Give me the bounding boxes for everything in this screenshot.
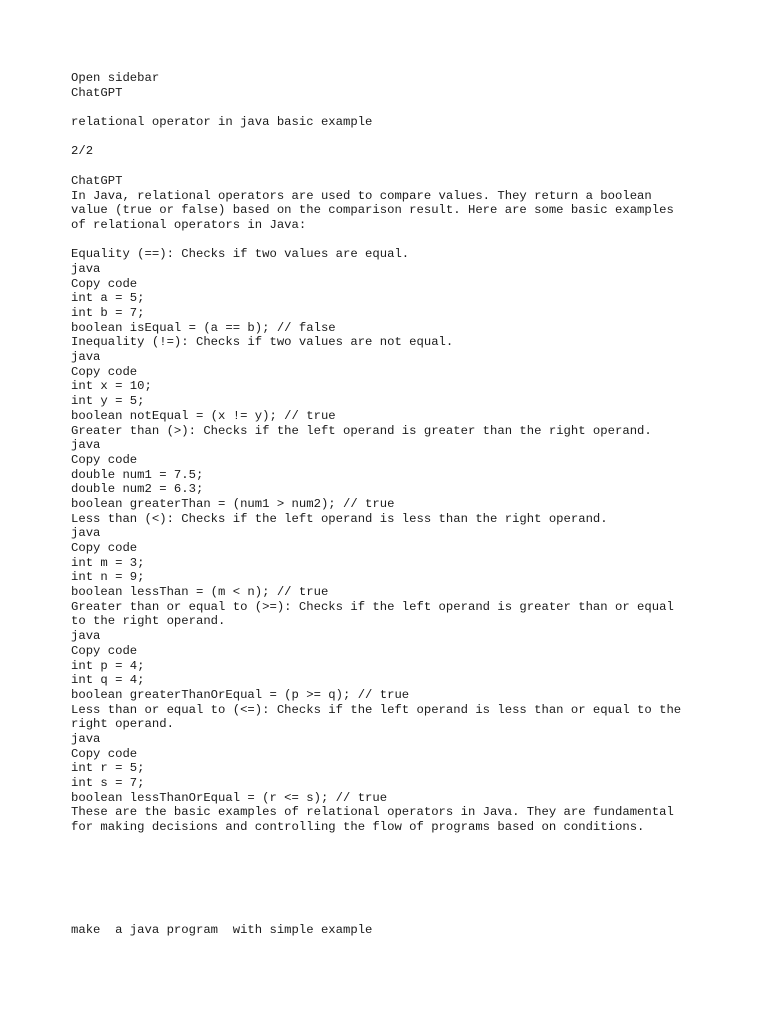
code-line: boolean isEqual = (a == b); // false — [71, 320, 336, 335]
operator-section-inequality — [71, 335, 731, 423]
copy-code-button[interactable]: Copy code — [71, 276, 138, 291]
chat-transcript — [71, 71, 731, 937]
code-language-label: java — [71, 731, 101, 746]
code-line: int a = 5; — [71, 291, 145, 306]
code-language-label: java — [71, 350, 101, 365]
operator-section-less-than-or-equal — [71, 703, 731, 806]
code-line: int q = 4; — [71, 673, 145, 688]
assistant-conclusion — [71, 805, 731, 834]
conclusion-line: for making decisions and controlling the flow of programs based on conditions. — [71, 820, 645, 835]
code-line: boolean notEqual = (x != y); // true — [71, 408, 336, 423]
code-line: boolean lessThan = (m < n); // true — [71, 585, 329, 600]
copy-code-button[interactable]: Copy code — [71, 746, 138, 761]
code-line: double num1 = 7.5; — [71, 467, 204, 482]
section-description: right operand. — [71, 717, 174, 732]
code-line: int x = 10; — [71, 379, 152, 394]
intro-line: of relational operators in Java: — [71, 217, 307, 232]
intro-line: In Java, relational operators are used to compare values. They return a boolean — [71, 188, 652, 203]
section-description: Greater than (>): Checks if the left operand is greater than the right operand. — [71, 423, 652, 438]
response-pager[interactable]: 2/2 — [71, 144, 94, 159]
operator-section-greater-than — [71, 424, 731, 512]
assistant-intro — [71, 189, 731, 233]
code-line: int n = 9; — [71, 570, 145, 585]
copy-code-button[interactable]: Copy code — [71, 452, 138, 467]
open-sidebar-button[interactable]: Open sidebar — [71, 71, 160, 85]
operator-section-greater-than-or-equal — [71, 600, 731, 703]
next-user-prompt: make a java program with simple example — [71, 922, 373, 937]
code-line: int y = 5; — [71, 394, 145, 409]
operator-section-less-than — [71, 512, 731, 600]
user-prompt: relational operator in java basic example — [71, 115, 373, 130]
section-description: to the right operand. — [71, 614, 226, 629]
section-description: Inequality (!=): Checks if two values are not equal. — [71, 335, 454, 350]
code-line: int s = 7; — [71, 776, 145, 790]
code-line: boolean lessThanOrEqual = (r <= s); // true — [71, 790, 388, 805]
intro-line: value (true or false) based on the comparison result. Here are some basic examples — [71, 203, 674, 218]
code-line: int b = 7; — [71, 306, 145, 320]
copy-code-button[interactable]: Copy code — [71, 364, 138, 379]
code-line: int p = 4; — [71, 658, 145, 673]
section-description: Equality (==): Checks if two values are equal. — [71, 247, 410, 262]
code-language-label: java — [71, 629, 101, 644]
code-language-label: java — [71, 261, 101, 276]
app-name: ChatGPT — [71, 85, 123, 100]
section-description: Greater than or equal to (>=): Checks if the left operand is greater than or equal — [71, 599, 674, 614]
section-description: Less than or equal to (<=): Checks if the left operand is less than or equal to the — [71, 702, 682, 717]
code-language-label: java — [71, 438, 101, 453]
code-line: int m = 3; — [71, 555, 145, 570]
code-line: double num2 = 6.3; — [71, 482, 204, 497]
assistant-name: ChatGPT — [71, 173, 123, 188]
copy-code-button[interactable]: Copy code — [71, 643, 138, 658]
code-line: boolean greaterThan = (num1 > num2); // true — [71, 496, 395, 511]
conclusion-line: These are the basic examples of relational operators in Java. They are fundamental — [71, 805, 674, 820]
copy-code-button[interactable]: Copy code — [71, 541, 138, 555]
code-line: int r = 5; — [71, 761, 145, 776]
code-language-label: java — [71, 526, 101, 541]
section-description: Less than (<): Checks if the left operand is less than the right operand. — [71, 511, 608, 526]
code-line: boolean greaterThanOrEqual = (p >= q); // true — [71, 687, 410, 702]
operator-section-equality — [71, 247, 731, 335]
